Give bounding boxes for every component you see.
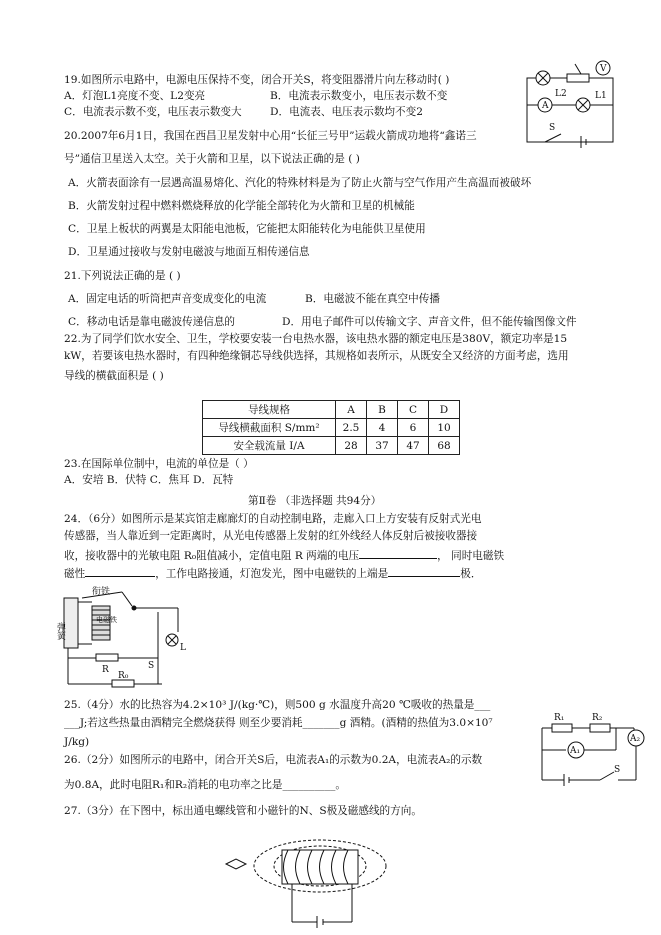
- q19-fig-label: S: [549, 123, 556, 133]
- q21-option-d: D．用电子邮件可以传输文字、声音文件，但不能传输图像文件: [282, 316, 577, 328]
- q24-text: ， 同时电磁铁: [437, 550, 505, 562]
- q19-option-b: B．电流表示数变小，电压表示数不变: [270, 90, 448, 102]
- table-cell: 4: [367, 419, 398, 437]
- table-row: [203, 437, 460, 455]
- q26-fig-label: A₂: [630, 734, 641, 744]
- q22-stem-line2: kW，若要该电热水器时，有四种绝缘铜芯导线供选择，其规格如表所示，从既安全又经济的方面考虑，选用: [64, 350, 569, 362]
- q19-fig-label: V: [600, 64, 607, 74]
- q21-option-b: B．电磁波不能在真空中传播: [305, 293, 440, 305]
- table-header-cell: D: [429, 401, 460, 419]
- q24-fig-label: 弹簧: [55, 622, 65, 640]
- q26-fig-label: R₁: [554, 713, 565, 723]
- q19-fig-label: A: [542, 101, 549, 111]
- q25-stem-line1: 25.（4分）水的比热容为4.2×10³ J/(kg·℃)，则500 g 水温度升高20 ℃吸收的热量是___: [64, 699, 491, 711]
- compass-needle-icon: [226, 859, 246, 869]
- q22-stem-line1: 22.为了同学们饮水安全、卫生，学校要安装一台电热水器，该电热水器的额定电压是380V，额定功率是15: [64, 333, 568, 345]
- table-header-cell: C: [398, 401, 429, 419]
- q26-stem-line1: 26.（2分）如图所示的电路中，闭合开关S后，电流表A₁的示数为0.2A，电流表A₂的示数: [64, 754, 483, 766]
- table-cell: 68: [429, 437, 460, 455]
- table-cell: 10: [429, 419, 460, 437]
- answer-blank[interactable]: [388, 566, 460, 577]
- q19-option-a: A．灯泡L1亮度不变、L2变亮: [64, 90, 206, 102]
- q24-fig-label: S: [148, 661, 155, 671]
- table-header-cell: A: [336, 401, 367, 419]
- q26-fig-label: R₂: [592, 713, 603, 723]
- q24-fig-label: R₀: [118, 671, 129, 681]
- table-cell: 2.5: [336, 419, 367, 437]
- q24-text: 极．: [460, 568, 482, 580]
- q24-circuit-figure: [55, 587, 188, 690]
- q24-fig-label: 衔铁: [92, 587, 111, 597]
- q24-stem-line1: 24．（6分）如图所示是某宾馆走廊廊灯的自动控制电路，走廊入口上方安装有反射式光电: [64, 513, 482, 525]
- answer-blank[interactable]: [85, 566, 155, 577]
- q24-fig-label: R: [102, 665, 109, 675]
- table-cell: 安全载流量 I/A: [203, 437, 336, 455]
- table-cell: 28: [336, 437, 367, 455]
- q24-stem-line4: [64, 566, 481, 581]
- q25-stem-line3: J/kg): [64, 736, 90, 748]
- q21-option-a: A．固定电话的听筒把声音变成变化的电流: [68, 293, 267, 305]
- table-header-cell: 导线规格: [203, 401, 336, 419]
- q20-option-c: C．卫星上板状的两翼是太阳能电池板，它能把太阳能转化为电能供卫星使用: [68, 223, 426, 235]
- q24-fig-label: L: [180, 643, 186, 653]
- q19-option-c: C．电流表示数不变，电压表示数变大: [64, 106, 242, 118]
- q27-stem: 27.（3分）在下图中，标出通电螺线管和小磁针的N、S极及磁感线的方向。: [64, 805, 422, 817]
- q20-option-a: A．火箭表面涂有一层遇高温易熔化、汽化的特殊材料是为了防止火箭与空气作用产生高温而被破坏: [68, 177, 532, 189]
- q26-fig-label: A₁: [570, 746, 581, 756]
- q20-option-d: D．卫星通过接收与发射电磁波与地面互相传递信息: [68, 246, 310, 258]
- q23-stem: 23.在国际单位制中，电流的单位是（ ）: [64, 458, 254, 470]
- q24-text: ，工作电路接通，灯泡发光，图中电磁铁的上端是: [155, 568, 389, 580]
- q19-stem: 19.如图所示电路中，电源电压保持不变，闭合开关S，将变阻器滑片向左移动时( ): [64, 74, 450, 86]
- q24-stem-line3: [64, 548, 504, 563]
- q20-stem-line1: 20.2007年6月1日，我国在西昌卫星发射中心用“长征三号甲”运载火箭成功地将“鑫诺三: [64, 130, 477, 142]
- q21-stem: 21.下列说法正确的是 ( ): [64, 270, 181, 282]
- q24-text: 磁性: [64, 568, 86, 580]
- table-cell: 导线横截面积 S/mm²: [203, 419, 336, 437]
- q22-stem-line3: 导线的横截面积是 ( ): [64, 370, 164, 382]
- q26-stem-line2: 为0.8A，此时电阻R₁和R₂消耗的电功率之比是__________。: [64, 779, 347, 791]
- table-header-cell: B: [367, 401, 398, 419]
- table-cell: 37: [367, 437, 398, 455]
- q19-circuit-figure: [515, 60, 625, 150]
- q19-fig-label: L2: [555, 89, 567, 99]
- answer-blank[interactable]: [359, 548, 437, 559]
- q23-options: A．安培 B．伏特 C．焦耳 D．瓦特: [64, 474, 234, 486]
- q24-stem-line2: 传感器，当人靠近到一定距离时，从光电传感器上发射的红外线经人体反射后被接收器接: [64, 530, 478, 542]
- q25-stem-line2: ___J;若这些热量由酒精完全燃烧获得 则至少要消耗_______g 酒精。(酒精的热值为3.0×10⁷: [64, 717, 493, 729]
- q22-wire-spec-table: [202, 400, 460, 455]
- q19-option-d: D．电流表、电压表示数均不变2: [270, 106, 423, 118]
- q21-option-c: C．移动电话是靠电磁波传递信息的: [68, 316, 236, 328]
- table-cell: 6: [398, 419, 429, 437]
- q20-option-b: B．火箭发射过程中燃料燃烧释放的化学能全部转化为火箭和卫星的机械能: [68, 200, 415, 212]
- table-row: [203, 419, 460, 437]
- q19-fig-label: L1: [595, 91, 607, 101]
- table-cell: 47: [398, 437, 429, 455]
- section-2-heading: 第Ⅱ卷 （非选择题 共94分）: [248, 495, 382, 507]
- q20-stem-line2: 号”通信卫星送入太空。关于火箭和卫星，以下说法正确的是 ( ): [64, 153, 360, 165]
- q26-fig-label: S: [614, 765, 621, 775]
- q24-text: 收，接收器中的光敏电阻 R₀阻值减小，定值电阻 R 两端的电压: [64, 550, 360, 562]
- table-row: [203, 401, 460, 419]
- q24-fig-label: 电磁铁: [96, 616, 117, 624]
- q26-circuit-figure: [536, 706, 648, 788]
- q27-solenoid-figure: [222, 832, 392, 932]
